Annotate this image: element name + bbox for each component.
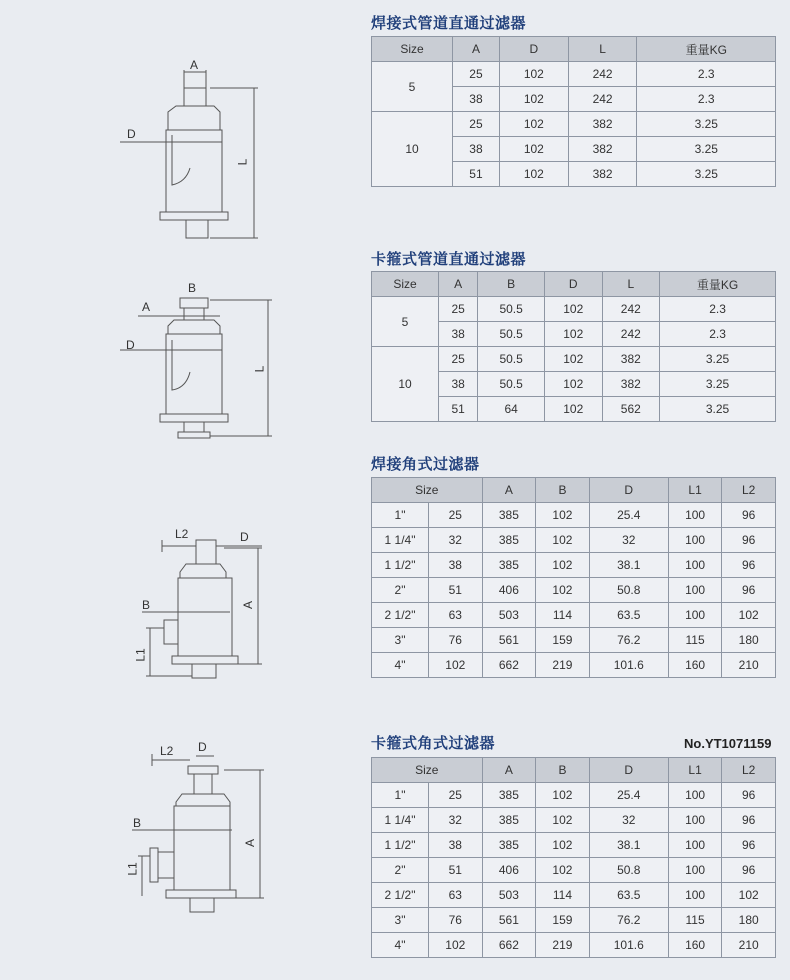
cell: 115	[668, 628, 722, 653]
cell: 100	[668, 528, 722, 553]
cell: 96	[722, 783, 776, 808]
cell: 102	[544, 297, 602, 322]
cell: 102	[536, 808, 590, 833]
cell: 100	[668, 858, 722, 883]
cell: 160	[668, 653, 722, 678]
cell: 662	[482, 933, 536, 958]
cell: 2.3	[637, 62, 776, 87]
cell: 503	[482, 603, 536, 628]
size-inch-cell: 2"	[372, 578, 429, 603]
cell: 102	[544, 322, 602, 347]
cell: 25.4	[589, 783, 668, 808]
cell: 38	[453, 87, 500, 112]
header-d: D	[499, 37, 568, 62]
diagram4-label-l2: L2	[160, 744, 174, 758]
cell: 385	[482, 808, 536, 833]
table-row	[372, 297, 776, 322]
cell: 562	[602, 397, 660, 422]
cell: 159	[536, 908, 590, 933]
cell: 242	[602, 322, 660, 347]
cell: 38	[439, 372, 478, 397]
table-row	[372, 603, 776, 628]
model-number: No.YT1071159	[684, 736, 772, 751]
table-row	[372, 553, 776, 578]
cell: 38	[429, 833, 483, 858]
spec-table-clamp-straight	[371, 271, 776, 422]
diagram3-label-l1: L1	[133, 648, 148, 662]
size-inch-cell: 3"	[372, 908, 429, 933]
cell: 101.6	[589, 933, 668, 958]
cell: 159	[536, 628, 590, 653]
size-inch-cell: 1 1/2"	[372, 833, 429, 858]
cell: 102	[499, 112, 568, 137]
cell: 50.5	[478, 322, 545, 347]
cell: 382	[568, 112, 637, 137]
size-inch-cell: 1 1/4"	[372, 808, 429, 833]
diagram2-label-d: D	[126, 338, 135, 352]
header-size: Size	[372, 478, 483, 503]
header-d: D	[589, 758, 668, 783]
cell: 102	[722, 603, 776, 628]
cell: 160	[668, 933, 722, 958]
cell: 32	[429, 808, 483, 833]
header-l: L	[568, 37, 637, 62]
cell: 102	[429, 933, 483, 958]
cell: 561	[482, 628, 536, 653]
cell: 102	[544, 347, 602, 372]
cell: 662	[482, 653, 536, 678]
cell: 64	[478, 397, 545, 422]
header-b: B	[536, 478, 590, 503]
header-l1: L1	[668, 478, 722, 503]
cell: 406	[482, 858, 536, 883]
cell: 96	[722, 808, 776, 833]
cell: 3.25	[637, 112, 776, 137]
cell: 25.4	[589, 503, 668, 528]
cell: 51	[429, 578, 483, 603]
diagram3-label-d: D	[240, 530, 249, 544]
cell: 385	[482, 553, 536, 578]
size-cell: 5	[372, 62, 453, 112]
cell: 102	[722, 883, 776, 908]
header-l2: L2	[722, 758, 776, 783]
cell: 2.3	[660, 297, 776, 322]
table-row	[372, 528, 776, 553]
cell: 25	[439, 297, 478, 322]
diagram2-label-a: A	[142, 300, 151, 314]
cell: 100	[668, 578, 722, 603]
diagram3-label-l2: L2	[175, 527, 189, 541]
cell: 51	[429, 858, 483, 883]
size-inch-cell: 4"	[372, 653, 429, 678]
header-l1: L1	[668, 758, 722, 783]
cell: 406	[482, 578, 536, 603]
cell: 100	[668, 503, 722, 528]
cell: 2.3	[660, 322, 776, 347]
size-inch-cell: 4"	[372, 933, 429, 958]
cell: 50.5	[478, 297, 545, 322]
cell: 385	[482, 528, 536, 553]
table-row	[372, 503, 776, 528]
cell: 210	[722, 653, 776, 678]
cell: 3.25	[637, 137, 776, 162]
table-row	[372, 628, 776, 653]
cell: 180	[722, 628, 776, 653]
cell: 96	[722, 578, 776, 603]
diagram-clamp-angle	[0, 0, 330, 980]
cell: 25	[453, 62, 500, 87]
cell: 51	[439, 397, 478, 422]
cell: 180	[722, 908, 776, 933]
cell: 382	[568, 162, 637, 187]
cell: 382	[602, 372, 660, 397]
table-row	[372, 112, 776, 137]
cell: 96	[722, 553, 776, 578]
header-d: D	[544, 272, 602, 297]
cell: 115	[668, 908, 722, 933]
diagram1-label-d: D	[127, 127, 136, 141]
table-row	[372, 883, 776, 908]
table-row	[372, 833, 776, 858]
table-row	[372, 858, 776, 883]
cell: 210	[722, 933, 776, 958]
cell: 503	[482, 883, 536, 908]
spec-table-clamp-angle	[371, 757, 776, 958]
cell: 102	[536, 858, 590, 883]
cell: 385	[482, 783, 536, 808]
cell: 51	[453, 162, 500, 187]
cell: 96	[722, 858, 776, 883]
cell: 385	[482, 503, 536, 528]
cell: 102	[536, 578, 590, 603]
cell: 38	[453, 137, 500, 162]
cell: 100	[668, 783, 722, 808]
table-row	[372, 908, 776, 933]
cell: 38.1	[589, 833, 668, 858]
cell: 50.5	[478, 347, 545, 372]
cell: 38	[429, 553, 483, 578]
header-a: A	[439, 272, 478, 297]
cell: 100	[668, 603, 722, 628]
cell: 114	[536, 883, 590, 908]
header-weight: 重量KG	[660, 272, 776, 297]
table-header-row	[372, 272, 776, 297]
cell: 102	[536, 528, 590, 553]
table-row	[372, 578, 776, 603]
size-cell: 10	[372, 347, 439, 422]
cell: 38.1	[589, 553, 668, 578]
cell: 25	[453, 112, 500, 137]
section-title-welded-angle: 焊接角式过滤器	[371, 455, 480, 473]
size-inch-cell: 3"	[372, 628, 429, 653]
diagram4-label-d: D	[198, 740, 207, 754]
cell: 100	[668, 883, 722, 908]
cell: 219	[536, 933, 590, 958]
header-a: A	[482, 478, 536, 503]
table-row	[372, 783, 776, 808]
cell: 102	[499, 87, 568, 112]
cell: 96	[722, 833, 776, 858]
cell: 102	[429, 653, 483, 678]
size-cell: 5	[372, 297, 439, 347]
header-a: A	[453, 37, 500, 62]
section-title-clamp-angle: 卡箍式角式过滤器	[371, 734, 496, 752]
section-title-clamp-straight: 卡箍式管道直通过滤器	[371, 250, 527, 268]
table-row	[372, 653, 776, 678]
size-cell: 10	[372, 112, 453, 187]
cell: 102	[536, 503, 590, 528]
size-inch-cell: 2 1/2"	[372, 883, 429, 908]
header-size: Size	[372, 758, 483, 783]
header-b: B	[536, 758, 590, 783]
table-row	[372, 933, 776, 958]
table-row	[372, 808, 776, 833]
spec-table-welded-angle	[371, 477, 776, 678]
cell: 25	[429, 783, 483, 808]
cell: 100	[668, 553, 722, 578]
cell: 38	[439, 322, 478, 347]
cell: 3.25	[637, 162, 776, 187]
cell: 100	[668, 833, 722, 858]
cell: 50.8	[589, 858, 668, 883]
spec-table-welded-straight	[371, 36, 776, 187]
diagram2-label-b: B	[188, 281, 197, 295]
table-row	[372, 347, 776, 372]
cell: 50.5	[478, 372, 545, 397]
header-size: Size	[372, 272, 439, 297]
cell: 114	[536, 603, 590, 628]
cell: 32	[589, 808, 668, 833]
cell: 382	[602, 347, 660, 372]
cell: 25	[439, 347, 478, 372]
cell: 102	[499, 62, 568, 87]
header-l2: L2	[722, 478, 776, 503]
cell: 102	[536, 553, 590, 578]
cell: 561	[482, 908, 536, 933]
cell: 32	[429, 528, 483, 553]
cell: 76	[429, 908, 483, 933]
size-inch-cell: 1"	[372, 783, 429, 808]
size-inch-cell: 2"	[372, 858, 429, 883]
cell: 102	[536, 783, 590, 808]
cell: 3.25	[660, 397, 776, 422]
table-header-row	[372, 758, 776, 783]
cell: 63.5	[589, 883, 668, 908]
cell: 76.2	[589, 628, 668, 653]
diagram3-label-b: B	[142, 598, 151, 612]
diagram3-label-a: A	[241, 600, 256, 610]
cell: 2.3	[637, 87, 776, 112]
cell: 102	[544, 397, 602, 422]
cell: 63	[429, 603, 483, 628]
size-inch-cell: 1"	[372, 503, 429, 528]
diagram4-label-b: B	[133, 816, 142, 830]
cell: 96	[722, 503, 776, 528]
cell: 242	[602, 297, 660, 322]
cell: 76	[429, 628, 483, 653]
size-inch-cell: 1 1/2"	[372, 553, 429, 578]
cell: 63.5	[589, 603, 668, 628]
diagram2-label-l: L	[252, 365, 267, 373]
table-row	[372, 62, 776, 87]
cell: 76.2	[589, 908, 668, 933]
cell: 219	[536, 653, 590, 678]
drawings-column	[0, 0, 330, 980]
header-d: D	[589, 478, 668, 503]
cell: 382	[568, 137, 637, 162]
cell: 96	[722, 528, 776, 553]
cell: 32	[589, 528, 668, 553]
diagram4-label-l1: L1	[125, 862, 140, 876]
diagram4-label-a: A	[243, 838, 258, 848]
header-a: A	[482, 758, 536, 783]
cell: 63	[429, 883, 483, 908]
cell: 100	[668, 808, 722, 833]
cell: 242	[568, 87, 637, 112]
cell: 102	[544, 372, 602, 397]
table-header-row	[372, 478, 776, 503]
header-b: B	[478, 272, 545, 297]
cell: 3.25	[660, 347, 776, 372]
cell: 242	[568, 62, 637, 87]
header-l: L	[602, 272, 660, 297]
diagram1-label-a: A	[190, 58, 199, 72]
header-weight: 重量KG	[637, 37, 776, 62]
cell: 50.8	[589, 578, 668, 603]
cell: 25	[429, 503, 483, 528]
table-header-row	[372, 37, 776, 62]
cell: 101.6	[589, 653, 668, 678]
cell: 3.25	[660, 372, 776, 397]
section-title-welded-straight: 焊接式管道直通过滤器	[371, 14, 527, 32]
header-size: Size	[372, 37, 453, 62]
cell: 102	[499, 162, 568, 187]
size-inch-cell: 1 1/4"	[372, 528, 429, 553]
size-inch-cell: 2 1/2"	[372, 603, 429, 628]
diagram1-label-l: L	[235, 158, 250, 166]
cell: 102	[536, 833, 590, 858]
cell: 385	[482, 833, 536, 858]
cell: 102	[499, 137, 568, 162]
